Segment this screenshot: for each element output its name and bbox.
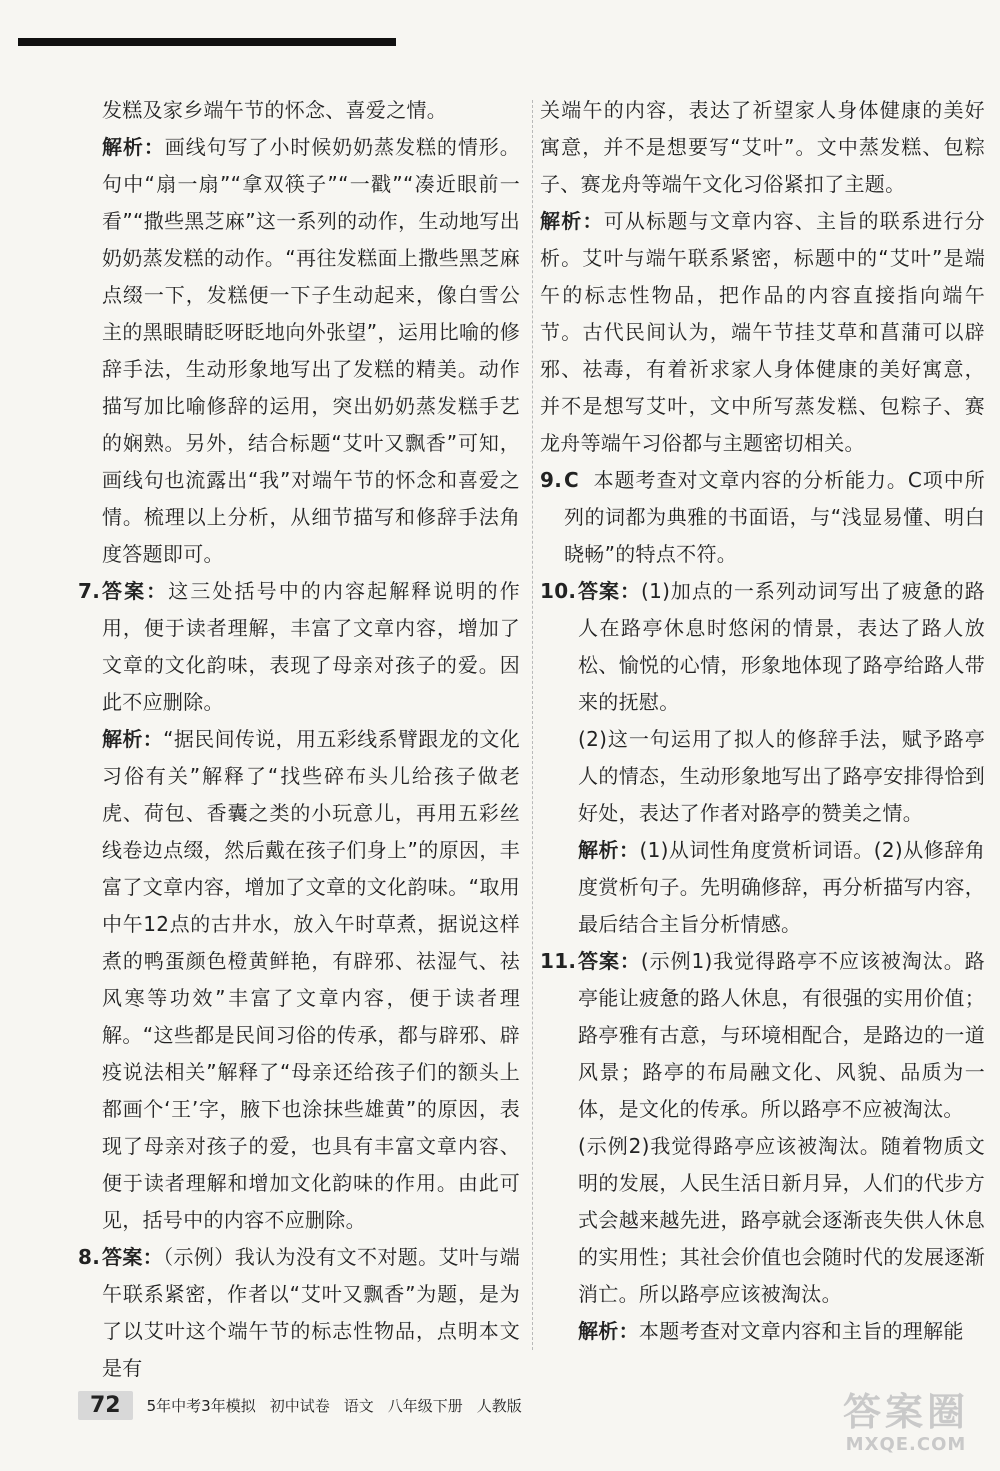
- question-number: 9.: [540, 468, 563, 492]
- question-number: 8.: [78, 1245, 101, 1269]
- answer-text: (示例1)我觉得路亭不应该被淘汰。路亭能让疲惫的路人休息，有很强的实用价值；路亭雅有古意，与环境相配合，是路边的一道风景；路亭的布局融文化、风貌、品质为一体，是文化的传承。所以路亭不应被淘汰。: [578, 949, 985, 1121]
- answer-choice: C: [564, 468, 579, 492]
- analysis-paragraph: [578, 832, 985, 943]
- analysis-label: 解析：: [540, 209, 604, 233]
- analysis-label: 解析：: [578, 838, 640, 862]
- question-number: 7.: [78, 579, 101, 603]
- question-11: [540, 943, 985, 1350]
- watermark-url: MXQE.COM: [845, 1434, 967, 1455]
- answer-text: 本题考查对文章内容的分析能力。C项中所列的词都为典雅的书面语，与“浅显易懂、明白晓畅”的特点不符。: [564, 468, 985, 566]
- page-number: 72: [78, 1391, 133, 1420]
- continuation-text: 发糕及家乡端午节的怀念、喜爱之情。: [102, 98, 448, 122]
- page-footer: [78, 1388, 522, 1422]
- answer-label: 答案：: [102, 1245, 164, 1269]
- analysis-text: (1)从词性角度赏析词语。(2)从修辞角度赏析句子。先明确修辞，再分析描写内容，最后结合主旨分析情感。: [578, 838, 985, 936]
- right-column: [540, 92, 985, 1350]
- answer-text: （示例）我认为没有文不对题。艾叶与端午联系紧密，作者以“艾叶又飘香”为题，是为了以艾叶这个端午节的标志性物品，点明本文是有: [102, 1245, 520, 1380]
- answer-text: 这三处括号中的内容起解释说明的作用，便于读者理解，丰富了文章内容，增加了文章的文化韵味，表现了母亲对孩子的爱。因此不应删除。: [102, 579, 520, 714]
- continuation-text: 关端午的内容，表达了祈望家人身体健康的美好寓意，并不是想要写“艾叶”。文中蒸发糕、包粽子、赛龙舟等端午文化习俗紧扣了主题。: [540, 98, 985, 196]
- answer-paragraph: [102, 1239, 520, 1387]
- analysis-text: 本题考查对文章内容和主旨的理解能: [638, 1319, 964, 1343]
- answer-paragraph: [578, 943, 985, 1128]
- question-number: 11.: [540, 949, 577, 973]
- analysis-label: 解析：: [578, 1319, 639, 1343]
- answer-text-2: (2)这一句运用了拟人的修辞手法，赋予路亭人的情态，生动形象地写出了路亭安排得恰到好处，表达了作者对路亭的赞美之情。: [578, 727, 985, 825]
- column-divider: [532, 100, 533, 1350]
- answer-paragraph: [102, 573, 520, 721]
- watermark-logo: [826, 1390, 986, 1462]
- analysis-paragraph: [578, 1313, 985, 1350]
- grade: 八年级下册: [387, 1396, 463, 1415]
- answer-label: 答案：: [578, 949, 641, 973]
- watermark-text: 答案圈: [842, 1390, 969, 1434]
- answer-label: 答案：: [102, 579, 169, 603]
- question-number: 10.: [540, 579, 577, 603]
- answer-text-2: (示例2)我觉得路亭应该被淘汰。随着物质文明的发展，人民生活日新月异，人们的代步方式会越来越先进，路亭就会逐渐丧失供人休息的实用性；其社会价值也会随时代的发展逐渐消亡。所以路亭应该被淘汰。: [578, 1134, 985, 1306]
- paper-type: 初中试卷: [269, 1396, 330, 1415]
- question-10: [540, 573, 985, 943]
- question-7: [78, 573, 520, 1239]
- analysis-paragraph: [102, 721, 520, 1239]
- series-name: 5年中考3年模拟: [146, 1396, 256, 1415]
- question-8: [78, 1239, 520, 1387]
- question-9: [540, 462, 985, 573]
- analysis-label: 解析：: [102, 727, 164, 751]
- answer-paragraph: [564, 462, 985, 573]
- edition: 人教版: [476, 1396, 522, 1415]
- analysis-label: 解析：: [102, 135, 165, 159]
- analysis-text: 画线句写了小时候奶奶蒸发糕的情形。句中“扇一扇”“拿双筷子”“一戳”“凑近眼前一看”“撒些黑芝麻”这一系列的动作，生动地写出奶奶蒸发糕的动作。“再往发糕面上撒些黑芝麻点缀一下，发糕便一下子生动起来，像白雪公主的黑眼睛眨呀眨地向外张望”，运用比喻的修辞手法，生动形象地写出了发糕的精美。动作描写加比喻修辞的运用，突出奶奶蒸发糕手艺的娴熟。另外，结合标题“艾叶又飘香”可知，画线句也流露出“我”对端午节的怀念和喜爱之情。梳理以上分析，从细节描写和修辞手法角度答题即可。: [102, 135, 520, 566]
- answer-label: 答案：: [578, 579, 641, 603]
- subject: 语文: [343, 1396, 374, 1415]
- analysis-text: 可从标题与文章内容、主旨的联系进行分析。艾叶与端午联系紧密，标题中的“艾叶”是端午的标志性物品，把作品的内容直接指向端午节。古代民间认为，端午节挂艾草和菖蒲可以辟邪、祛毒，有着祈求家人身体健康的美好寓意，并不是想写艾叶，文中所写蒸发糕、包粽子、赛龙舟等端午习俗都与主题密切相关。: [540, 209, 985, 455]
- analysis-paragraph: [78, 129, 520, 573]
- top-rule: [18, 38, 396, 46]
- answer-paragraph: [578, 573, 985, 721]
- left-column: [78, 92, 520, 1387]
- analysis-paragraph: [540, 203, 985, 462]
- analysis-text: “据民间传说，用五彩线系臂跟龙的文化习俗有关”解释了“找些碎布头儿给孩子做老虎、荷包、香囊之类的小玩意儿，再用五彩丝线卷边点缀，然后戴在孩子们身上”的原因，丰富了文章内容，增加了文章的文化韵味。“取用中午12点的古井水，放入午时草煮，据说这样煮的鸭蛋颜色橙黄鲜艳，有辟邪、祛湿气、祛风寒等功效”丰富了文章内容，便于读者理解。“这些都是民间习俗的传承，都与辟邪、辟疫说法相关”解释了“母亲还给孩子们的额头上都画个‘王’字，腋下也涂抹些雄黄”的原因，表现了母亲对孩子的爱，也具有丰富文章内容、便于读者理解和增加文化韵味的作用。由此可见，括号中的内容不应删除。: [102, 727, 520, 1232]
- answer-text: (1)加点的一系列动词写出了疲惫的路人在路亭休息时悠闲的情景，表达了路人放松、愉悦的心情，形象地体现了路亭给路人带来的抚慰。: [578, 579, 985, 714]
